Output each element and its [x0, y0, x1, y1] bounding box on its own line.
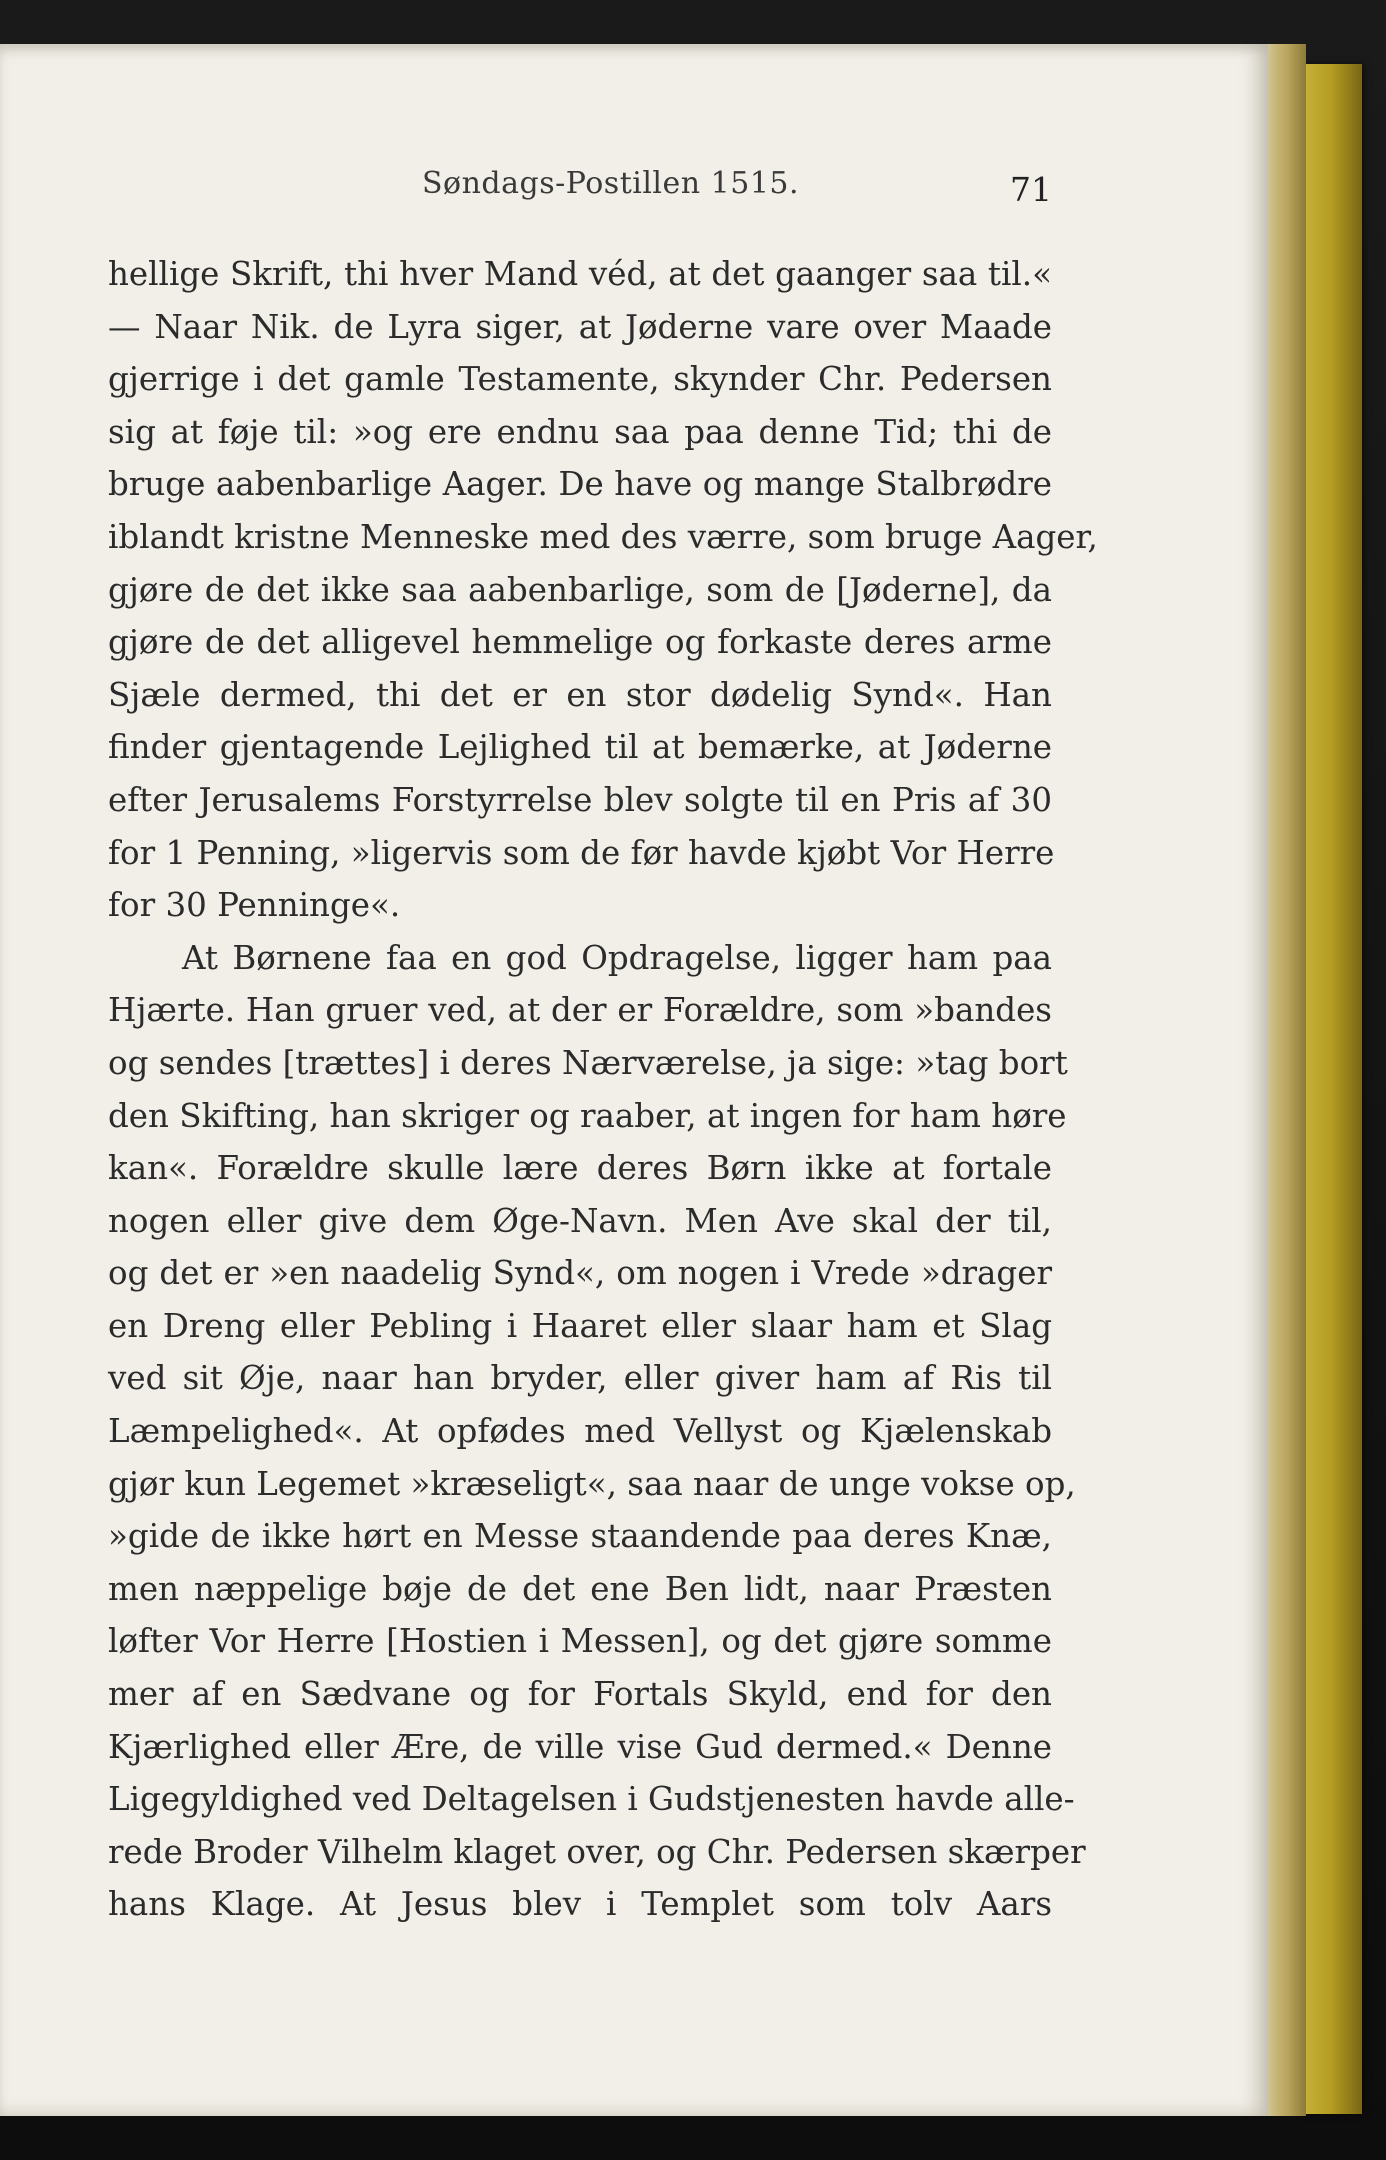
text-line: efter Jerusalems Forstyrrelse blev solgte til en Pris af 30: [108, 780, 1052, 819]
page-number: 71: [1010, 170, 1052, 209]
text-line: hans Klage. At Jesus blev i Templet som tolv Aars: [108, 1885, 1052, 1924]
text-line: den Skifting, han skriger og raaber, at ingen for ham høre: [108, 1096, 1067, 1135]
text-line: bruge aabenbarlige Aager. De have og mange Stalbrødre: [108, 465, 1052, 504]
text-line: og sendes [trættes] i deres Nærværelse, ja sige: »tag bort: [108, 1043, 1068, 1082]
text-line: iblandt kristne Menneske med des værre, som bruge Aager,: [108, 517, 1098, 556]
text-line: gjøre de det alligevel hemmelige og forkaste deres arme: [108, 623, 1052, 662]
text-line: sig at føje til: »og ere endnu saa paa denne Tid; thi de: [108, 412, 1052, 451]
text-line: men næppelige bøje de det ene Ben lidt, naar Præsten: [108, 1569, 1052, 1608]
text-line: mer af en Sædvane og for Fortals Skyld, end for den: [108, 1675, 1052, 1714]
text-line: finder gjentagende Lejlighed til at bemærke, at Jøderne: [108, 728, 1052, 767]
page-stack-edge: [1262, 44, 1306, 2116]
text-line: for 30 Penninge«.: [108, 886, 401, 925]
text-line: Læmpelighed«. At opfødes med Vellyst og Kjælenskab: [108, 1412, 1052, 1451]
text-line: og det er »en naadelig Synd«, om nogen i Vrede »drager: [108, 1254, 1052, 1293]
text-line: Sjæle dermed, thi det er en stor dødelig Synd«. Han: [108, 675, 1052, 714]
text-line: — Naar Nik. de Lyra siger, at Jøderne vare over Maade: [108, 307, 1052, 346]
paragraph-start-line: At Børnene faa en god Opdragelse, ligger ham paa: [182, 938, 1052, 977]
text-line: en Dreng eller Pebling i Haaret eller slaar ham et Slag: [108, 1306, 1052, 1345]
running-title: Søndags-Postillen 1515.: [422, 166, 800, 201]
text-line: ved sit Øje, naar han bryder, eller giver ham af Ris til: [108, 1359, 1052, 1398]
text-line: Hjærte. Han gruer ved, at der er Forældre, som »bandes: [108, 991, 1052, 1030]
page-header: [108, 150, 1052, 220]
text-line: gjerrige i det gamle Testamente, skynder Chr. Pedersen: [108, 360, 1052, 399]
text-line: løfter Vor Herre [Hostien i Messen], og det gjøre somme: [108, 1622, 1052, 1661]
body-text: [108, 248, 1098, 1931]
text-line: Ligegyldighed ved Deltagelsen i Gudstjenesten havde alle-: [108, 1780, 1075, 1819]
book-cover-edge: [1300, 64, 1362, 2114]
text-line: nogen eller give dem Øge-Navn. Men Ave skal der til,: [108, 1201, 1052, 1240]
text-line: gjør kun Legemet »kræseligt«, saa naar de unge vokse op,: [108, 1464, 1076, 1503]
text-line: gjøre de det ikke saa aabenbarlige, som de [Jøderne], da: [108, 570, 1052, 609]
text-line: kan«. Forældre skulle lære deres Børn ikke at fortale: [108, 1149, 1052, 1188]
text-line: Kjærlighed eller Ære, de ville vise Gud dermed.« Denne: [108, 1727, 1052, 1766]
text-line: »gide de ikke hørt en Messe staandende paa deres Knæ,: [108, 1517, 1052, 1556]
text-line: rede Broder Vilhelm klaget over, og Chr. Pedersen skærper: [108, 1832, 1086, 1871]
text-line: for 1 Penning, »ligervis som de før havde kjøbt Vor Herre: [108, 833, 1055, 872]
text-line: hellige Skrift, thi hver Mand véd, at det gaanger saa til.«: [108, 255, 1052, 293]
